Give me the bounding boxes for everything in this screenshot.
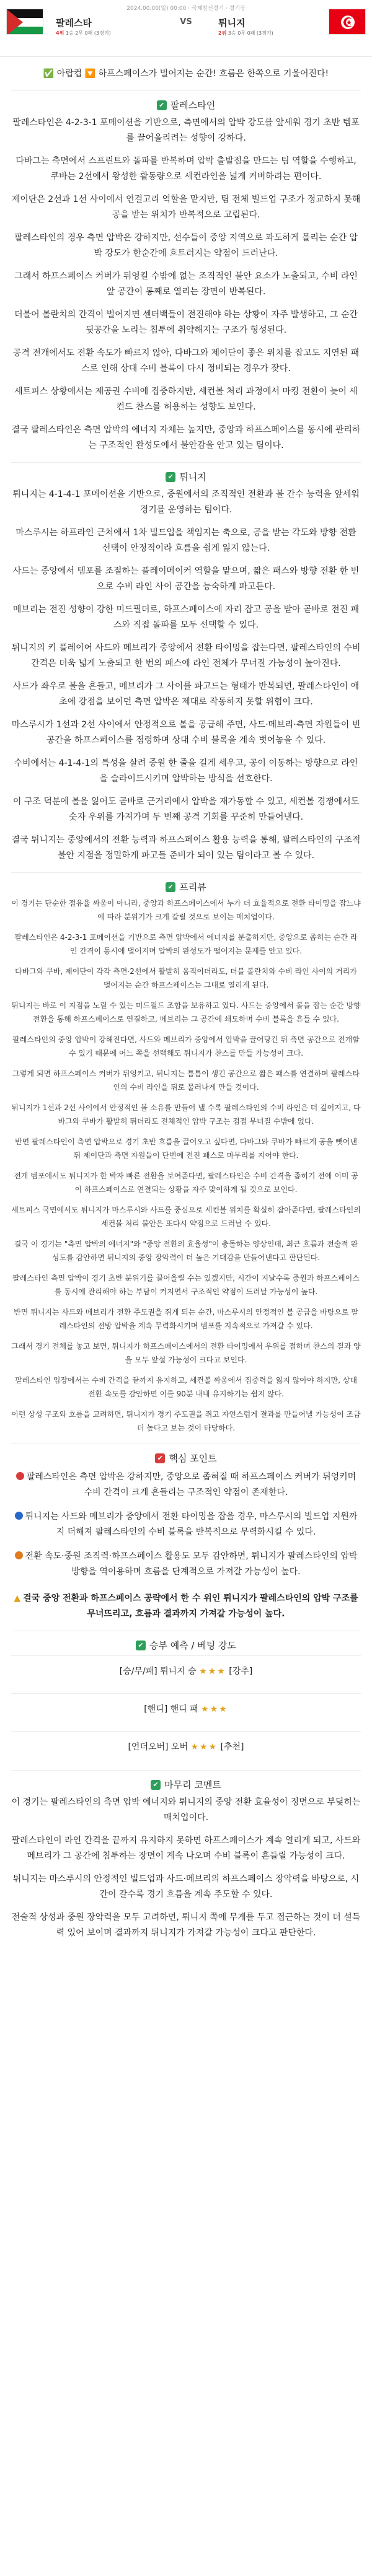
tunisia-paragraph: 튀니지는 4-1-4-1 포메이션을 기반으로, 중원에서의 조직적인 전환과 볼 간수 능력을 앞세워 경기를 운영하는 팀이다.	[12, 489, 360, 515]
preview-paragraph: 이 경기는 단순한 점유율 싸움이 아니라, 중앙과 하프스페이스에서 누가 더 효율적으로 전환 타이밍을 잡느냐에 따라 분위기가 크게 갈릴 것으로 보이는 매치업이다.	[11, 899, 361, 921]
palestine-paragraph: 팔레스타인은 4-2-3-1 포메이션을 기반으로, 측면에서의 압박 강도를 앞세워 경기 초반 템포를 끌어올리려는 성향이 강하다.	[12, 118, 360, 143]
preview-paragraph: 반면 팔레스타인이 측면 압박으로 경기 초반 흐름을 끌어오고 싶다면, 다바그와 쿠바가 빠르게 공을 뺏어낸 뒤 제이단과 측면 자원들이 단번에 전진 패스로 마무리를 지어야 한다.	[15, 1137, 357, 1160]
closing-paragraph: 이 경기는 팔레스타인의 측면 압박 에너지와 튀니지의 중앙 전환 효율성이 정면으로 부딪히는 매치업이다.	[11, 1797, 361, 1823]
bet-tag: [추천]	[220, 1742, 244, 1752]
star-rating: ★★★	[199, 1667, 226, 1676]
closing-paragraph: 전술적 상성과 중원 장악력을 모두 고려하면, 튀니지 쪽에 무게를 두고 접근하는 것이 더 설득력 있어 보이며 결과까지 튀니지가 가져갈 가능성이 크다고 판단한다.	[11, 1912, 361, 1938]
preview-paragraph: 세트피스 국면에서도 튀니지가 마스루시와 사드를 중심으로 세컨볼 위치를 확실히 잡아준다면, 팔레스타인의 세컨볼 처리 불안은 또다시 약점으로 드러날 수 있다.	[11, 1206, 361, 1228]
orange-dot-icon	[15, 1551, 23, 1559]
palestine-paragraph: 팔레스타인의 경우 측면 압박은 강하지만, 선수들이 중앙 지역으로 과도하게 몰리는 순간 압박 강도가 한순간에 흐트러지는 약점이 드러난다.	[14, 233, 358, 258]
away-team-record	[218, 30, 273, 37]
preview-paragraph: 전개 템포에서도 튀니지가 한 박자 빠른 전환을 보여준다면, 팔레스타인은 수비 간격을 좁히기 전에 이미 공이 하프스페이스로 연결되는 상황을 자주 맞이하게 될 것으로 보인다.	[14, 1172, 358, 1194]
palestine-paragraph: 제이단은 2선과 1선 사이에서 연결고리 역할을 맡지만, 팀 전체 빌드업 구조가 정교하지 못해 공을 받는 위치가 반복적으로 고립된다.	[11, 195, 361, 220]
section-header-tunisia	[11, 462, 361, 483]
tunisia-paragraph: 튀니지의 키 플레이어 사드와 메브리가 중앙에서 전환 타이밍을 잡는다면, 팔레스타인의 수비 간격은 더욱 넓게 노출되고 한 번의 패스에 라인 전체가 무너질 가능성이 높아진다.	[11, 643, 361, 668]
preview-paragraph: 이런 상성 구조와 흐름을 고려하면, 튀니지가 경기 주도권을 쥐고 자연스럽게 결과를 만들어낼 가능성이 조금 더 높다고 보는 것이 타당하다.	[11, 1410, 361, 1432]
bet-label: [핸디] 핸디 패	[144, 1704, 198, 1714]
tunisia-flag-icon	[329, 9, 366, 35]
section-header-bets	[11, 1631, 361, 1651]
check-icon: ✔	[166, 472, 175, 482]
tunisia-paragraph: 메브리는 전진 성향이 강한 미드필더로, 하프스페이스에 자리 잡고 공을 받아 곧바로 전진 패스와 직접 돌파를 모두 선택할 수 있다.	[12, 605, 360, 630]
tunisia-paragraph: 사드는 중앙에서 템포를 조절하는 플레이메이커 역할을 맡으며, 짧은 패스와 방향 전환 한 번으로 수비 라인 사이 공간을 능숙하게 파고든다.	[12, 566, 360, 592]
palestine-paragraph: 세트피스 상황에서는 제공권 수비에 집중하지만, 세컨볼 처리 과정에서 마킹 전환이 늦어 세컨드 찬스를 허용하는 성향도 보인다.	[14, 387, 358, 412]
check-icon: ✔	[151, 1780, 161, 1790]
preview-paragraph: 그래서 경기 전체를 놓고 보면, 튀니지가 하프스페이스에서의 전환 타이밍에서 우위를 점하며 찬스의 질과 양을 모두 앞설 가능성이 크다고 보인다.	[11, 1342, 361, 1364]
preview-paragraph: 튀니지는 바로 이 지점을 노릴 수 있는 미드필드 조합을 보유하고 있다. 사드는 중앙에서 볼을 잡는 순간 방향 전환을 통해 하프스페이스로 연결하고, 메브리는 그 공간에 쇄도하며 수비 블록을 흔들 수 있다.	[11, 1001, 361, 1023]
palestine-paragraph: 다바그는 측면에서 스프린트와 돌파를 반복하며 압박 출발점을 만드는 팀 역할을 수행하고, 쿠바는 2선에서 왕성한 활동량으로 세컨라인을 넓게 커버하려는 편이다.	[16, 156, 356, 182]
blue-dot-icon	[15, 1512, 23, 1520]
tunisia-paragraph: 수비에서는 4-1-4-1의 특성을 살려 중원 한 줄을 길게 세우고, 공이 이동하는 방향으로 라인을 슬라이드시키며 압박하는 방식을 선호한다.	[14, 758, 358, 784]
palestine-paragraph: 더불어 볼란치의 간격이 벌어지면 센터백들이 전진해야 하는 상황이 자주 발생하고, 그 순간 뒷공간을 노리는 침투에 취약해지는 구조가 형성된다.	[14, 310, 358, 335]
check-icon: ✔	[166, 882, 175, 892]
star-rating: ★★★	[201, 1704, 228, 1714]
bet-label: [언더오버] 오버	[128, 1742, 188, 1752]
palestine-paragraph: 공격 전개에서도 전환 속도가 빠르지 않아, 다바그와 제이단이 좋은 위치를 잡고도 지연된 패스로 인해 상대 수비 블록이 다시 정비되는 경우가 잦다.	[12, 348, 360, 374]
key-point-text: 튀니지는 사드와 메브리가 중앙에서 전환 타이밍을 잡을 경우, 마스루시의 빌드업 지원까지 더해져 팔레스타인의 수비 블록을 반복적으로 무력화시킬 수 있다.	[25, 1512, 358, 1537]
section-header-points	[11, 1444, 361, 1464]
key-point-text: 팔레스타인은 측면 압박은 강하지만, 중앙으로 좁혀질 때 하프스페이스 커버가 뒤엉키며 수비 간격이 크게 흔들리는 구조적인 약점이 존재한다.	[26, 1472, 356, 1497]
tunisia-paragraph: 마스루시는 하프라인 근처에서 1차 빌드업을 책임지는 축으로, 공을 받는 각도와 방향 전환 선택이 안정적이라 흐름을 쉽게 잃지 않는다.	[16, 528, 356, 553]
tunisia-paragraph: 이 구조 덕분에 볼을 잃어도 곧바로 근거리에서 압박을 재가동할 수 있고, 세컨볼 경쟁에서도 숫자 우위를 가져가며 두 번째 공격 기회를 꾸준히 만들어낸다.	[12, 797, 360, 822]
palestine-flag-icon	[6, 9, 43, 35]
red-dot-icon	[16, 1472, 24, 1480]
tunisia-paragraph: 결국 튀니지는 중앙에서의 전환 능력과 하프스페이스 활용 능력을 통해, 팔레스타인의 구조적 불안 지점을 정밀하게 파고들 준비가 되어 있는 팀이라고 볼 수 있다.	[11, 835, 361, 861]
section-header-palestine	[11, 90, 361, 111]
check-icon: ✔	[155, 1453, 165, 1463]
section-header-preview	[11, 872, 361, 893]
home-team-name[interactable]: 팔레스타	[56, 17, 92, 28]
away-team-record-text: 3승 0무 0패 (3경기)	[228, 30, 273, 36]
home-team-record	[56, 30, 111, 37]
preview-paragraph: 팔레스타인의 중앙 압박이 강해진다면, 사드와 메브리가 중앙에서 압박을 끌어당긴 뒤 측면 공간으로 전개할 수 있기 때문에 어느 쪽을 선택해도 튀니지가 찬스를 만들 가능성이 크다.	[12, 1035, 360, 1058]
bet-label: [승/무/패] 튀니지 승	[119, 1667, 197, 1676]
tunisia-paragraph: 사드가 좌우로 볼을 흔들고, 메브리가 그 사이를 파고드는 형태가 반복되면, 팔레스타인이 애초에 강점을 보이던 측면 압박은 제대로 작동하지 못할 위험이 크다.	[12, 681, 360, 707]
bet-tag: [강추]	[229, 1667, 253, 1676]
bet-row	[11, 1731, 361, 1761]
preview-paragraph: 다바그와 쿠바, 제이단이 각각 측면·2선에서 활발히 움직이더라도, 더블 볼란치와 수비 라인 사이의 거리가 벌어지는 순간 하프스페이스는 그대로 열리게 된다.	[15, 967, 357, 989]
bet-row	[11, 1693, 361, 1724]
section-title: 프리뷰	[179, 882, 206, 893]
closing-paragraph: 튀니지는 마스루시의 안정적인 빌드업과 사드·메브리의 하프스페이스 장악력을 바탕으로, 시간이 갈수록 경기 흐름을 계속 주도할 수 있다.	[12, 1874, 360, 1899]
vs-label: VS	[180, 17, 192, 27]
conclusion-warning	[11, 1591, 361, 1622]
lead-line: ✅ 아랍컵 🔽 하프스페이스가 벌어지는 순간! 흐름은 한쪽으로 기울어진다!	[43, 69, 329, 79]
closing-paragraph: 팔레스타인이 라인 간격을 끝까지 유지하지 못하면 하프스페이스가 계속 열리게 되고, 사드와 메브리가 그 공간에 침투하는 장면이 계속 나오며 수비 블록이 흔들릴 가능성이 크다.	[11, 1836, 361, 1861]
section-header-closing	[11, 1770, 361, 1790]
palestine-paragraph: 그래서 하프스페이스 커버가 뒤엉킬 수밖에 없는 조직적인 불안 요소가 노출되고, 수비 라인 앞 공간이 통째로 열리는 장면이 반복된다.	[14, 271, 358, 297]
conclusion-text: 결국 중앙 전환과 하프스페이스 공략에서 한 수 위인 튀니지가 팔레스타인의 압박 구조를 무너뜨리고, 흐름과 결과까지 가져갈 가능성이 높다.	[23, 1593, 358, 1619]
home-team-rank: 4위	[56, 30, 64, 36]
section-title: 핵심 포인트	[169, 1453, 217, 1464]
preview-paragraph: 결국 이 경기는 "측면 압박의 에너지"와 "중앙 전환의 효율성"이 충돌하는 양상인데, 최근 흐름과 전술적 완성도를 감안하면 튀니지의 중앙 장악력이 더 높은 기대감을 만들어낸다고 판단된다.	[14, 1240, 358, 1262]
match-header	[0, 0, 372, 57]
away-team-name[interactable]: 튀니지	[218, 17, 246, 28]
preview-paragraph: 그렇게 되면 하프스페이스 커버가 뒤엉키고, 튀니지는 틈틈이 생긴 공간으로 짧은 패스를 연결하며 팔레스타인의 수비 라인을 뒤로 물러나게 만들 것이다.	[12, 1069, 360, 1092]
warning-icon: ▲	[14, 1593, 21, 1603]
away-team-rank: 2위	[218, 30, 227, 36]
key-point-text: 전환 속도·중원 조직력·하프스페이스 활용도 모두 감안하면, 튀니지가 팔레스타인의 압박 방향을 역이용하며 흐름을 단계적으로 가져갈 가능성이 높다.	[25, 1551, 358, 1577]
match-meta: 2024.00.00(일) 00:00 · 국제친선경기 · 경기장	[126, 6, 246, 12]
section-title: 팔레스타인	[170, 100, 216, 111]
section-title: 튀니지	[179, 471, 206, 483]
check-icon: ✔	[136, 1641, 146, 1650]
preview-paragraph: 팔레스타인 입장에서는 수비 간격을 끝까지 유지하고, 세컨볼 싸움에서 집중력을 잃지 않아야 하지만, 상대 전환 속도를 감안하면 이를 90분 내내 유지하기는 쉽지 않다.	[15, 1376, 357, 1398]
palestine-paragraph: 결국 팔레스타인은 측면 압박의 에너지 자체는 높지만, 중앙과 하프스페이스를 동시에 관리하는 구조적인 완성도에서 불안감을 안고 있는 팀이다.	[11, 425, 361, 450]
home-team-record-text: 1승 2무 0패 (3경기)	[65, 30, 111, 36]
bet-row	[11, 1655, 361, 1686]
section-title: 마무리 코멘트	[164, 1779, 221, 1790]
section-title: 승부 예측 / 베팅 강도	[149, 1640, 237, 1651]
check-icon: ✔	[157, 100, 167, 110]
key-point	[11, 1549, 361, 1580]
preview-paragraph: 반면 튀니지는 사드와 메브리가 전환 주도권을 쥐게 되는 순간, 마스루시의 안정적인 볼 공급을 바탕으로 팔레스타인의 전방 압박을 계속 무력화시키며 템포를 지속적으로 가져갈 수 있다.	[14, 1308, 358, 1330]
preview-paragraph: 튀니지가 1선과 2선 사이에서 안정적인 볼 소유를 만들어 낼 수록 팔레스타인의 수비 라인은 더 깊어지고, 다바그와 쿠바가 활발히 뛰더라도 전체적인 압박 구조는 점점 무너질 수밖에 없다.	[11, 1103, 361, 1126]
tunisia-paragraph: 마스루시가 1선과 2선 사이에서 안정적으로 볼을 공급해 주면, 사드·메브리·측면 자원들이 빈 공간을 하프스페이스를 점령하며 상대 수비 블록을 계속 벗어놓을 수 있다.	[11, 720, 361, 745]
star-rating: ★★★	[190, 1742, 218, 1752]
preview-paragraph: 팔레스타인 측면 압박이 경기 초반 분위기를 끌어올릴 수는 있겠지만, 시간이 지날수록 중원과 하프스페이스를 동시에 관리해야 하는 부담이 커지면서 구조적인 약점이 드러날 가능성이 높다.	[12, 1274, 360, 1296]
preview-paragraph: 팔레스타인은 4-2-3-1 포메이션을 기반으로 측면 압박에서 에너지를 분출하지만, 중앙으로 좁히는 순간 라인 간격이 동시에 벌어지며 압박의 완성도가 떨어지는 문제를 안고 있다.	[14, 933, 358, 955]
key-point	[11, 1470, 361, 1500]
key-point	[11, 1509, 361, 1540]
